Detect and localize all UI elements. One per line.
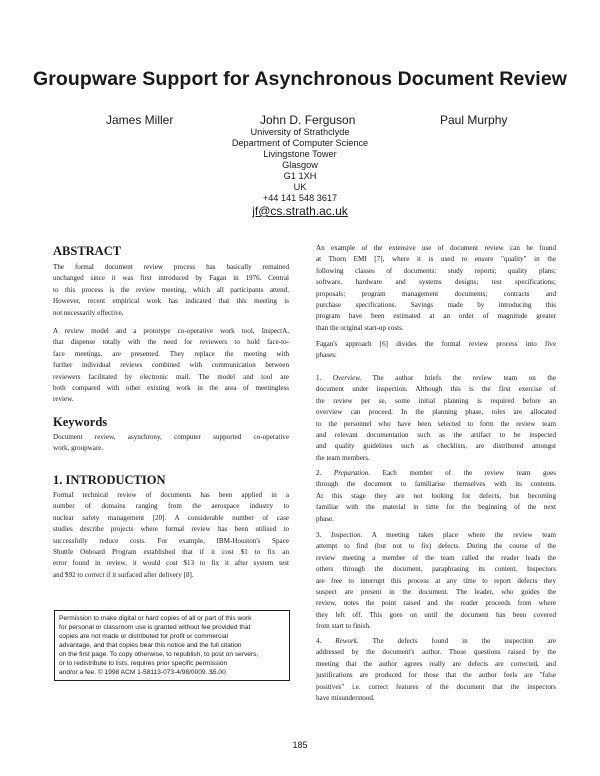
text-line: face meetings, are presented. They replace the meeting with <box>53 349 289 358</box>
text-line: following classes of documents: study reports; quality plans; <box>316 266 556 275</box>
text-line: Shuttle Onboard Program established that if it cost $1 to fix an <box>53 548 289 557</box>
abstract-paragraph-1 <box>53 262 289 319</box>
text-line: Document review, asynchrony, computer supported co-operative <box>53 433 289 441</box>
text-line: purchase specifications. Savings made by introducing this <box>316 301 556 310</box>
phase-term: Overview. <box>332 374 362 382</box>
text-line: than the original start-up costs. <box>316 323 404 332</box>
page-number: 185 <box>292 740 308 750</box>
text-line: the review per se, some initial planning is required before an <box>316 396 556 405</box>
text-line: software, hardware and systems designs; test specifications; <box>316 278 556 287</box>
affiliation-department: Department of Computer Science <box>231 138 369 148</box>
text-line: nuclear safety management [20]. A considerable number of case <box>53 513 289 522</box>
text-line: review meeting a member of the team called the reader leads the <box>316 553 556 562</box>
text-line: However, recent empirical work has indicated that this meeting is <box>53 297 289 306</box>
phase-number: 1. <box>316 374 333 382</box>
text-line: Permission to make digital or hard copies of all or part of this work <box>59 615 252 622</box>
text-line: reviewers facilitated by electronic mail. The model and tool are <box>53 372 289 381</box>
text-line: and relevant documentation such as the artifact to be inspected <box>316 431 556 440</box>
text-line: phases: <box>316 351 337 360</box>
text-line: studies describe projects where formal review has been utilised to <box>53 525 289 534</box>
text-line: suspect are present in the document. The leader, who guides the <box>316 588 556 597</box>
text-line: review. <box>53 395 74 404</box>
text-line: A review model and a prototype co-operative work tool, InspectA, <box>53 327 289 335</box>
text-line: copies are not made or distributed for profit or commercial <box>59 633 228 640</box>
text-line: advantage, and that copies bear this notice and the full citation <box>59 642 242 649</box>
phase-term: Rework. <box>335 637 359 645</box>
text-line: to the personnel who have been selected to form the review team <box>316 419 556 428</box>
phase-number: 3. <box>316 531 332 539</box>
text-line: An example of the extensive use of document review can be found <box>316 244 556 252</box>
abstract-heading: ABSTRACT <box>53 244 122 258</box>
text-line: justifications are produced for those that the author feels are "false <box>316 671 556 680</box>
text-line: others through the document, paraphrasing its content. Inspectors <box>316 565 556 574</box>
phase-number: 4. <box>316 637 336 645</box>
text-line: At this stage they are not looking for defects, but becoming <box>316 491 556 500</box>
text-line: overview can proceed. In the planning phase, roles are allocated <box>316 408 556 417</box>
text-line: attempt to find (but not to fix) defects. During the course of the <box>316 542 556 551</box>
text-line: phase. <box>316 514 334 523</box>
text-line: that dispense totally with the need for reviewers to hold face-to- <box>53 338 289 347</box>
text-line <box>316 530 556 541</box>
text-line: they left off. This goes on until the document has been covered <box>316 610 556 619</box>
text-line: have misunderstood. <box>316 694 375 703</box>
affiliation-phone: +44 141 548 3617 <box>262 193 338 203</box>
text-line <box>316 373 556 384</box>
keywords-text <box>53 432 289 455</box>
right-paragraph-thorn-emi <box>316 243 556 334</box>
text-line: on the first page. To copy otherwise, to republish, to post on servers, <box>59 651 259 658</box>
text-line: or to redistribute to lists, requires prior specific permission <box>59 660 228 667</box>
text-line: Formal technical review of documents has been applied in a <box>53 491 289 499</box>
text-line: positives" i.e. correct features of the document that the inspectors <box>316 682 556 691</box>
phase-item-preparation <box>316 468 556 525</box>
text-line: are free to interrupt this process at any time to report defects they <box>316 576 556 585</box>
text-line: the team members. <box>316 453 370 462</box>
affiliation-block <box>200 127 400 219</box>
phase-term: Inspection. <box>331 531 363 539</box>
text-line: and $92 to correct if it surfaced after delivery [8]. <box>53 570 194 579</box>
text-line: and quality guidelines such as checklists, are distributed amongst <box>316 442 556 451</box>
text-line: The formal document review process has basically remained <box>53 263 289 271</box>
keywords-heading: Keywords <box>53 415 108 429</box>
text-line: to this process is the review meeting, which all participants attend. <box>53 285 289 294</box>
affiliation-country: UK <box>293 182 307 192</box>
phase-item-rework <box>316 636 556 704</box>
phase-number: 2. <box>316 469 334 477</box>
paper-title: Groupware Support for Asynchronous Document Review <box>32 68 568 90</box>
text-line: number of domains ranging from the aerospace industry to <box>53 502 289 511</box>
phase-text: A meeting takes place where the review team <box>362 531 556 539</box>
text-line: successfully reduce costs. For example, IBM-Houston's Space <box>53 536 289 545</box>
affiliation-university: University of Strathclyde <box>250 127 350 137</box>
affiliation-city: Glasgow <box>282 160 318 170</box>
text-line: addressed by the document's author. Those questions raised by the <box>316 648 556 657</box>
permission-notice-box <box>54 610 290 681</box>
text-line <box>316 636 556 647</box>
text-line: not necessarily effective. <box>53 308 124 317</box>
author-paul-murphy: Paul Murphy <box>440 113 508 127</box>
author-john-ferguson: John D. Ferguson <box>260 113 356 127</box>
text-line: review, notes the point raised and the reader proceeds from where <box>316 599 556 608</box>
text-line: meeting that the author agrees really are defects are corrected, and <box>316 659 556 668</box>
text-line: for personal or classroom use is granted without fee provided that <box>59 624 251 631</box>
phase-term: Preparation. <box>333 469 371 477</box>
text-line: and/or a fee. © 1998 ACM 1-58113-073-4/98/0009..$5.00 <box>59 669 226 676</box>
right-paragraph-fagan <box>316 339 556 362</box>
text-line: through the document to familiarise themselves with its contents. <box>316 480 556 489</box>
text-line: program have been estimated at an order of magnitude greater <box>316 312 556 321</box>
affiliation-postcode: G1 1XH <box>283 171 317 181</box>
introduction-heading: 1. INTRODUCTION <box>53 473 166 487</box>
phase-item-overview <box>316 373 556 464</box>
phase-text: The defects found in the inspection are <box>358 637 556 645</box>
text-line: familiar with the material in time for the beginning of the next <box>316 503 556 512</box>
phase-text: Each member of the review team goes <box>370 469 556 477</box>
text-line: both compared with other existing work in the area of meetingless <box>53 384 289 393</box>
text-line: at Thorn EMI [7], where it is used to ensure "quality" in the <box>316 255 556 264</box>
text-line: error found in review, it would cost $13 to fix it after system test <box>53 559 289 568</box>
text-line: proposals; program management documents; contracts and <box>316 289 556 298</box>
text-line: document under inspection. Although this is the first exercise of <box>316 385 556 394</box>
author-james-miller: James Miller <box>106 113 174 127</box>
abstract-paragraph-2 <box>53 326 289 406</box>
text-line <box>316 468 556 479</box>
affiliation-building: Livingstone Tower <box>263 149 337 159</box>
text-line: work, groupware. <box>53 444 104 453</box>
phase-text: The author briefs the review team on the <box>361 374 556 382</box>
text-line: from start to finish. <box>316 622 371 631</box>
text-line: Fagan's approach [6] divides the formal review process into five <box>316 340 556 348</box>
phase-item-inspection <box>316 530 556 633</box>
text-line: unchanged since it was first introduced by Fagan in 1976. Central <box>53 274 289 283</box>
introduction-paragraph <box>53 490 289 581</box>
author-email-link[interactable]: jf@cs.strath.ac.uk <box>252 204 348 218</box>
text-line: further individual reviews combined with communication between <box>53 361 289 370</box>
